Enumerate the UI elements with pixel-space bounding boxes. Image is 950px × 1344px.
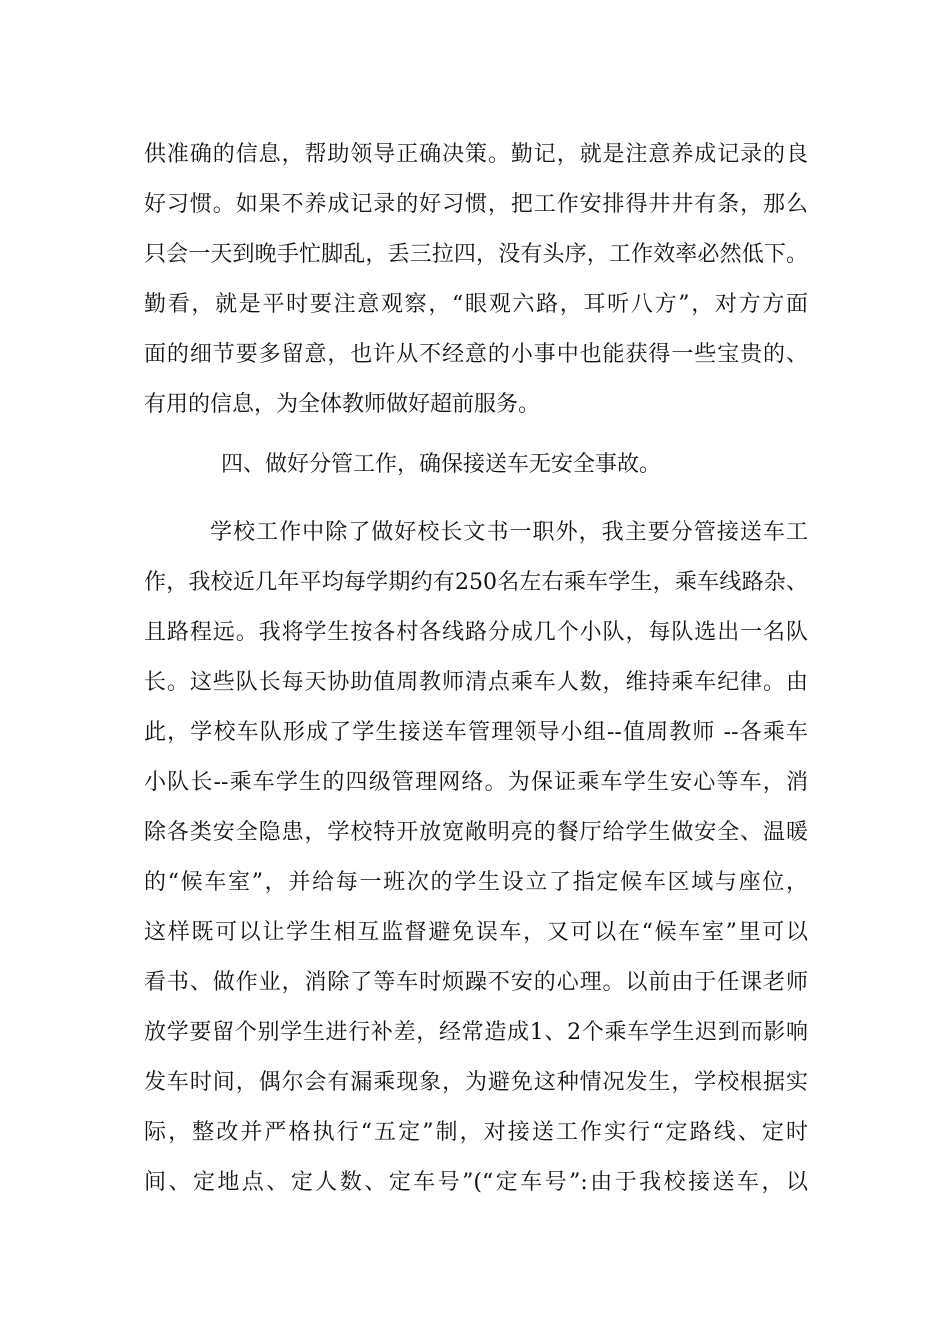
text-line: 小队长--乘车学生的四级管理网络。为保证乘车学生安心等车，消	[144, 770, 808, 795]
text-line: 此，学校车队形成了学生接送车管理领导小组--值周教师 --各乘车	[144, 720, 808, 745]
text-line: 发车时间，偶尔会有漏乘现象，为避免这种情况发生，学校根据实	[144, 1070, 808, 1095]
text-line: 只会一天到晚手忙脚乱，丢三拉四，没有头序，工作效率必然低下。	[144, 242, 808, 267]
text-line: 学校工作中除了做好校长文书一职外，我主要分管接送车工	[210, 520, 808, 545]
text-line: 且路程远。我将学生按各村各线路分成几个小队，每队选出一名队	[144, 620, 808, 645]
text-line: 面的细节要多留意，也许从不经意的小事中也能获得一些宝贵的、	[144, 342, 808, 367]
paragraph-2	[144, 508, 808, 1208]
text-line: 有用的信息，为全体教师做好超前服务。	[144, 392, 541, 417]
text-line: 放学要留个别学生进行补差，经常造成1、2个乘车学生迟到而影响	[144, 1020, 808, 1045]
text-line: 作，我校近几年平均每学期约有250名左右乘车学生，乘车线路杂、	[144, 570, 808, 595]
text-line: 好习惯。如果不养成记录的好习惯，把工作安排得井井有条，那么	[144, 192, 808, 217]
text-line: 这样既可以让学生相互监督避免误车，又可以在“候车室”里可以	[144, 920, 808, 945]
text-line: 的“候车室”，并给每一班次的学生设立了指定候车区域与座位，	[144, 870, 808, 895]
text-line: 长。这些队长每天协助值周教师清点乘车人数，维持乘车纪律。由	[144, 670, 808, 695]
section-heading: 四、做好分管工作，确保接送车无安全事故。	[221, 452, 662, 477]
text-line: 际，整改并严格执行“五定”制，对接送工作实行“定路线、定时	[144, 1120, 808, 1145]
text-line: 间、定地点、定人数、定车号”(“定车号”:由于我校接送车，以	[144, 1170, 808, 1195]
text-line: 除各类安全隐患，学校特开放宽敞明亮的餐厅给学生做安全、温暖	[144, 820, 808, 845]
text-line: 看书、做作业，消除了等车时烦躁不安的心理。以前由于任课老师	[144, 970, 808, 995]
paragraph-1	[144, 130, 808, 430]
text-line: 勤看，就是平时要注意观察，“眼观六路，耳听八方”，对方方面	[144, 292, 808, 317]
text-line: 供准确的信息，帮助领导正确决策。勤记，就是注意养成记录的良	[144, 142, 808, 167]
